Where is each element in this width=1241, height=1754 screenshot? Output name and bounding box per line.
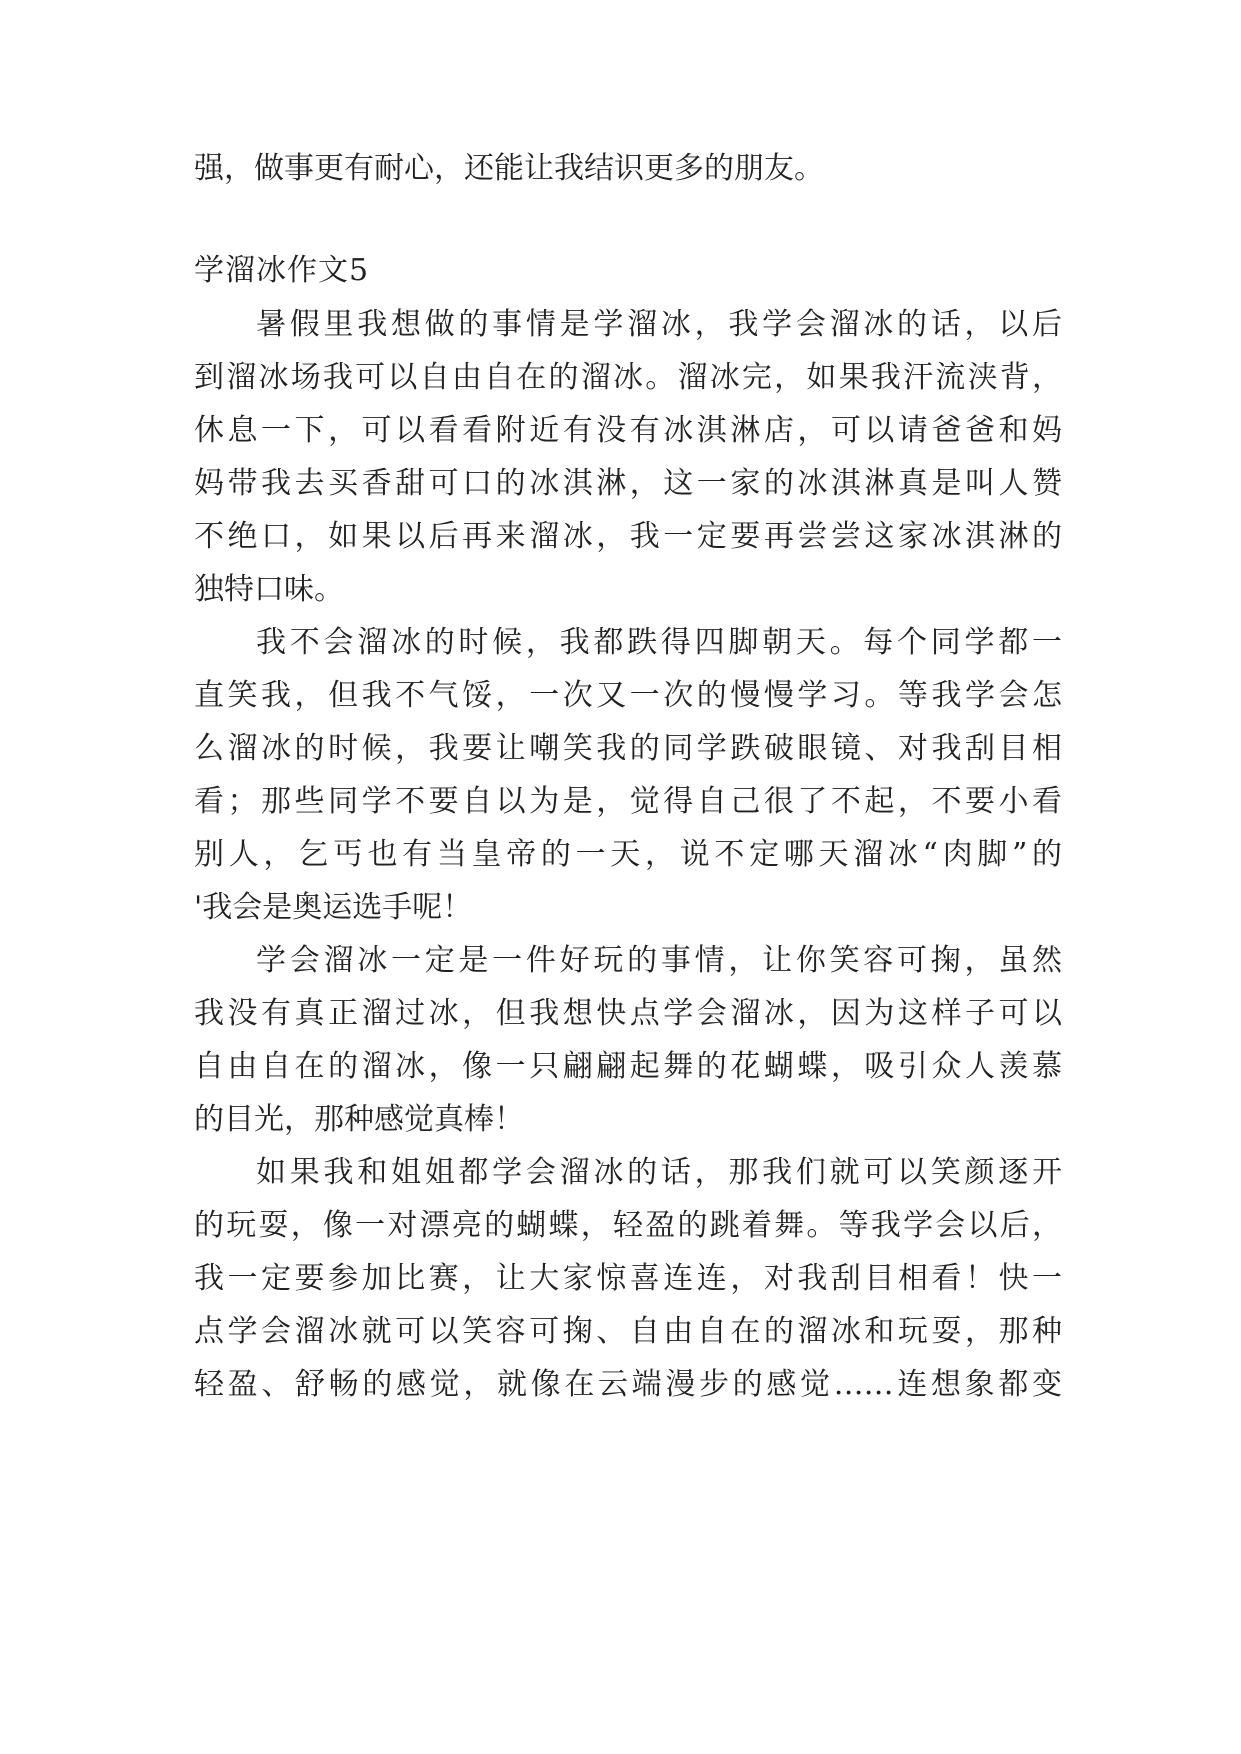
text-line: 妈带我去买香甜可口的冰淇淋，这一家的冰淇淋真是叫人赞 bbox=[194, 466, 1062, 501]
text-line: 我一定要参加比赛，让大家惊喜连连，对我刮目相看！快一 bbox=[194, 1261, 1062, 1296]
text-line: 轻盈、舒畅的感觉，就像在云端漫步的感觉……连想象都变 bbox=[194, 1367, 1062, 1402]
text-line: 学会溜冰一定是一件好玩的事情，让你笑容可掬，虽然 bbox=[256, 943, 1062, 978]
text-line: 自由自在的溜冰，像一只翩翩起舞的花蝴蝶，吸引众人羡慕 bbox=[194, 1049, 1062, 1084]
text-line: 别人，乞丐也有当皇帝的一天，说不定哪天溜冰“肉脚”的 bbox=[194, 837, 1062, 872]
text-line: 我没有真正溜过冰，但我想快点学会溜冰，因为这样子可以 bbox=[194, 996, 1062, 1031]
intro-line: 强，做事更有耐心，还能让我结识更多的朋友。 bbox=[194, 151, 824, 186]
text-line: '我会是奥运选手呢！ bbox=[194, 890, 473, 925]
text-line: 的目光，那种感觉真棒！ bbox=[194, 1102, 524, 1137]
text-line: 独特口味。 bbox=[194, 572, 344, 607]
text-line: 如果我和姐姐都学会溜冰的话，那我们就可以笑颜逐开 bbox=[256, 1155, 1062, 1190]
section-title: 学溜冰作文5 bbox=[194, 253, 370, 288]
text-line: 的玩耍，像一对漂亮的蝴蝶，轻盈的跳着舞。等我学会以后， bbox=[194, 1208, 1062, 1243]
text-line: 看；那些同学不要自以为是，觉得自己很了不起，不要小看 bbox=[194, 784, 1062, 819]
text-line: 到溜冰场我可以自由自在的溜冰。溜冰完，如果我汗流浃背， bbox=[194, 360, 1062, 395]
text-line: 我不会溜冰的时候，我都跌得四脚朝天。每个同学都一 bbox=[256, 625, 1062, 660]
text-line: 直笑我，但我不气馁，一次又一次的慢慢学习。等我学会怎 bbox=[194, 678, 1062, 713]
text-line: 暑假里我想做的事情是学溜冰，我学会溜冰的话，以后 bbox=[256, 307, 1062, 342]
text-line: 休息一下，可以看看附近有没有冰淇淋店，可以请爸爸和妈 bbox=[194, 413, 1062, 448]
text-line: 点学会溜冰就可以笑容可掬、自由自在的溜冰和玩耍，那种 bbox=[194, 1314, 1062, 1349]
text-line: 么溜冰的时候，我要让嘲笑我的同学跌破眼镜、对我刮目相 bbox=[194, 731, 1062, 766]
text-line: 不绝口，如果以后再来溜冰，我一定要再尝尝这家冰淇淋的 bbox=[194, 519, 1062, 554]
